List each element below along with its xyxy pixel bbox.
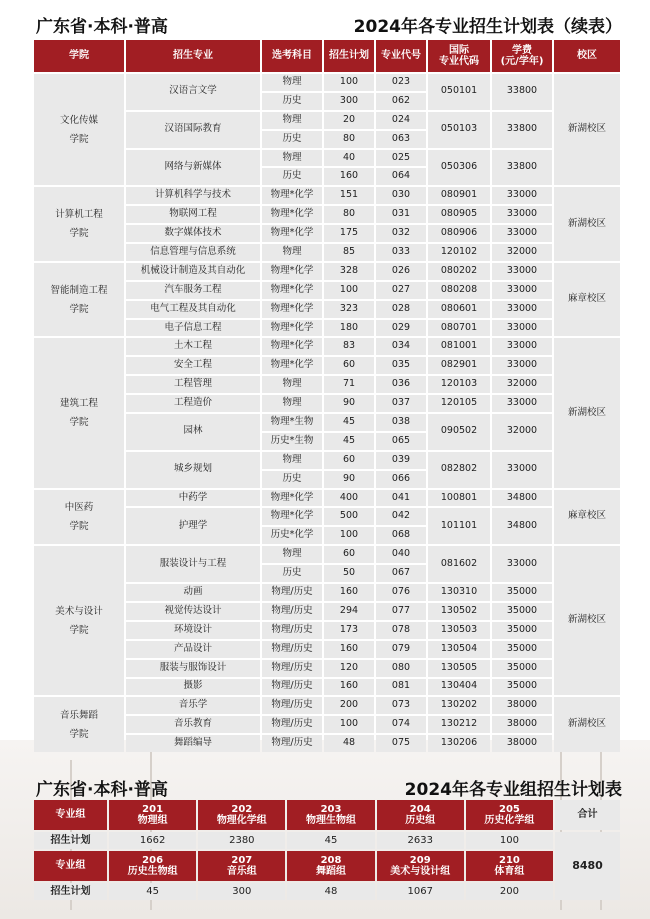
plan-label: 招生计划 bbox=[34, 832, 107, 849]
college-name: 智能制造工程 学院 bbox=[34, 263, 124, 337]
plan-cell: 60 bbox=[324, 357, 374, 374]
tuition-fee: 33000 bbox=[492, 187, 552, 204]
tuition-fee: 32000 bbox=[492, 244, 552, 261]
plan-204: 2633 bbox=[377, 832, 464, 849]
plan-209: 1067 bbox=[377, 883, 464, 900]
plan-cell: 151 bbox=[324, 187, 374, 204]
major-name: 网络与新媒体 bbox=[126, 150, 260, 186]
plan-cell: 160 bbox=[324, 168, 374, 185]
major-name: 舞蹈编导 bbox=[126, 735, 260, 752]
region-title-2: 广东省·本科·普高 bbox=[36, 780, 168, 800]
plan-cell: 294 bbox=[324, 603, 374, 620]
major-name: 工程造价 bbox=[126, 395, 260, 412]
college-name: 文化传媒 学院 bbox=[34, 74, 124, 185]
major-name: 动画 bbox=[126, 584, 260, 601]
major-code-cell: 041 bbox=[376, 490, 426, 507]
national-code: 080901 bbox=[428, 187, 490, 204]
plan-cell: 328 bbox=[324, 263, 374, 280]
major-code-cell: 025 bbox=[376, 150, 426, 167]
major-name: 信息管理与信息系统 bbox=[126, 244, 260, 261]
college-name: 音乐舞蹈 学院 bbox=[34, 697, 124, 752]
subject-cell: 物理 bbox=[262, 546, 322, 563]
table-title-2: 2024年各专业组招生计划表 bbox=[404, 780, 622, 800]
major-code-cell: 068 bbox=[376, 527, 426, 544]
section-header-1 bbox=[0, 10, 650, 36]
group-203: 203 物理生物组 bbox=[287, 800, 374, 830]
plan-cell: 50 bbox=[324, 565, 374, 582]
plan-cell: 85 bbox=[324, 244, 374, 261]
tuition-fee: 32000 bbox=[492, 376, 552, 393]
subject-cell: 物理/历史 bbox=[262, 697, 322, 714]
plan-cell: 71 bbox=[324, 376, 374, 393]
plan-cell: 160 bbox=[324, 641, 374, 658]
subject-cell: 历史*化学 bbox=[262, 527, 322, 544]
subject-cell: 物理 bbox=[262, 395, 322, 412]
tuition-fee: 33000 bbox=[492, 357, 552, 374]
major-name: 护理学 bbox=[126, 508, 260, 544]
major-name: 汉语言文学 bbox=[126, 74, 260, 110]
national-code: 082901 bbox=[428, 357, 490, 374]
tuition-fee: 33000 bbox=[492, 225, 552, 242]
subject-cell: 物理 bbox=[262, 74, 322, 91]
table-row bbox=[34, 338, 620, 355]
plan-203: 45 bbox=[287, 832, 374, 849]
tuition-fee: 35000 bbox=[492, 584, 552, 601]
subject-cell: 物理/历史 bbox=[262, 716, 322, 733]
tuition-fee: 33800 bbox=[492, 74, 552, 110]
plan-cell: 90 bbox=[324, 471, 374, 488]
plan-206: 45 bbox=[109, 883, 196, 900]
major-name: 电气工程及其自动化 bbox=[126, 301, 260, 318]
major-name: 园林 bbox=[126, 414, 260, 450]
national-code: 081602 bbox=[428, 546, 490, 582]
major-name: 服装设计与工程 bbox=[126, 546, 260, 582]
tuition-fee: 33000 bbox=[492, 301, 552, 318]
college-name: 建筑工程 学院 bbox=[34, 338, 124, 487]
plan-cell: 20 bbox=[324, 112, 374, 129]
plan-207: 300 bbox=[198, 883, 285, 900]
major-code-cell: 081 bbox=[376, 679, 426, 696]
national-code: 130502 bbox=[428, 603, 490, 620]
group-label: 专业组 bbox=[34, 800, 107, 830]
region-title: 广东省·本科·普高 bbox=[36, 17, 168, 37]
table-row bbox=[34, 490, 620, 507]
major-code-cell: 024 bbox=[376, 112, 426, 129]
major-code-cell: 042 bbox=[376, 508, 426, 525]
subject-cell: 物理 bbox=[262, 244, 322, 261]
table-row bbox=[34, 263, 620, 280]
plan-cell: 120 bbox=[324, 660, 374, 677]
column-header: 校区 bbox=[554, 40, 620, 72]
column-header: 国际 专业代码 bbox=[428, 40, 490, 72]
column-header: 学费 (元/学年) bbox=[492, 40, 552, 72]
group-202: 202 物理化学组 bbox=[198, 800, 285, 830]
major-name: 摄影 bbox=[126, 679, 260, 696]
section-header-2 bbox=[0, 773, 650, 799]
major-code-cell: 030 bbox=[376, 187, 426, 204]
tuition-fee: 38000 bbox=[492, 697, 552, 714]
major-code-cell: 027 bbox=[376, 282, 426, 299]
major-name: 计算机科学与技术 bbox=[126, 187, 260, 204]
group-label-2: 专业组 bbox=[34, 851, 107, 881]
tuition-fee: 38000 bbox=[492, 716, 552, 733]
tuition-fee: 35000 bbox=[492, 679, 552, 696]
major-code-cell: 076 bbox=[376, 584, 426, 601]
campus-name: 新湖校区 bbox=[554, 187, 620, 261]
major-name: 音乐教育 bbox=[126, 716, 260, 733]
tuition-fee: 32000 bbox=[492, 414, 552, 450]
group-210: 210 体育组 bbox=[466, 851, 553, 881]
campus-name: 新湖校区 bbox=[554, 74, 620, 185]
plan-202: 2380 bbox=[198, 832, 285, 849]
major-code-cell: 040 bbox=[376, 546, 426, 563]
subject-cell: 历史 bbox=[262, 93, 322, 110]
subject-cell: 物理*化学 bbox=[262, 490, 322, 507]
major-code-cell: 063 bbox=[376, 131, 426, 148]
subject-cell: 历史 bbox=[262, 131, 322, 148]
national-code: 080701 bbox=[428, 320, 490, 337]
subject-cell: 物理*化学 bbox=[262, 282, 322, 299]
major-name: 中药学 bbox=[126, 490, 260, 507]
subject-cell: 物理*化学 bbox=[262, 225, 322, 242]
national-code: 100801 bbox=[428, 490, 490, 507]
total-label: 合计 bbox=[555, 800, 620, 830]
campus-name: 新湖校区 bbox=[554, 338, 620, 487]
subject-cell: 物理/历史 bbox=[262, 584, 322, 601]
plan-201: 1662 bbox=[109, 832, 196, 849]
subject-cell: 物理 bbox=[262, 376, 322, 393]
plan-cell: 40 bbox=[324, 150, 374, 167]
plan-cell: 180 bbox=[324, 320, 374, 337]
subject-cell: 物理*化学 bbox=[262, 338, 322, 355]
national-code: 080208 bbox=[428, 282, 490, 299]
major-name: 数字媒体技术 bbox=[126, 225, 260, 242]
tuition-fee: 34800 bbox=[492, 508, 552, 544]
subject-cell: 物理*化学 bbox=[262, 508, 322, 525]
college-name: 美术与设计 学院 bbox=[34, 546, 124, 695]
plan-cell: 45 bbox=[324, 433, 374, 450]
group-209: 209 美术与设计组 bbox=[377, 851, 464, 881]
tuition-fee: 38000 bbox=[492, 735, 552, 752]
plan-cell: 160 bbox=[324, 679, 374, 696]
major-code-cell: 064 bbox=[376, 168, 426, 185]
plan-label-2: 招生计划 bbox=[34, 883, 107, 900]
major-code-cell: 039 bbox=[376, 452, 426, 469]
major-name: 环境设计 bbox=[126, 622, 260, 639]
major-code-cell: 073 bbox=[376, 697, 426, 714]
major-name: 物联网工程 bbox=[126, 206, 260, 223]
table-row bbox=[34, 697, 620, 714]
plan-cell: 100 bbox=[324, 282, 374, 299]
table-row bbox=[34, 546, 620, 563]
major-code-cell: 075 bbox=[376, 735, 426, 752]
major-code-cell: 023 bbox=[376, 74, 426, 91]
tuition-fee: 33800 bbox=[492, 112, 552, 148]
column-header: 学院 bbox=[34, 40, 124, 72]
tuition-fee: 35000 bbox=[492, 622, 552, 639]
major-name: 产品设计 bbox=[126, 641, 260, 658]
subject-cell: 历史 bbox=[262, 565, 322, 582]
national-code: 101101 bbox=[428, 508, 490, 544]
subject-cell: 物理/历史 bbox=[262, 622, 322, 639]
national-code: 130206 bbox=[428, 735, 490, 752]
table-title: 2024年各专业招生计划表（续表） bbox=[353, 17, 622, 37]
subject-cell: 物理*化学 bbox=[262, 206, 322, 223]
major-code-cell: 034 bbox=[376, 338, 426, 355]
plan-cell: 90 bbox=[324, 395, 374, 412]
major-code-cell: 032 bbox=[376, 225, 426, 242]
column-header: 招生专业 bbox=[126, 40, 260, 72]
tuition-fee: 33000 bbox=[492, 546, 552, 582]
tuition-fee: 33000 bbox=[492, 452, 552, 488]
major-code-cell: 037 bbox=[376, 395, 426, 412]
major-name: 安全工程 bbox=[126, 357, 260, 374]
major-plan-table bbox=[32, 38, 622, 754]
national-code: 130505 bbox=[428, 660, 490, 677]
major-code-cell: 065 bbox=[376, 433, 426, 450]
major-code-cell: 080 bbox=[376, 660, 426, 677]
major-code-cell: 029 bbox=[376, 320, 426, 337]
plan-cell: 83 bbox=[324, 338, 374, 355]
tuition-fee: 33000 bbox=[492, 338, 552, 355]
plan-cell: 100 bbox=[324, 716, 374, 733]
plan-cell: 173 bbox=[324, 622, 374, 639]
major-name: 视觉传达设计 bbox=[126, 603, 260, 620]
group-208: 208 舞蹈组 bbox=[287, 851, 374, 881]
national-code: 130212 bbox=[428, 716, 490, 733]
national-code: 080202 bbox=[428, 263, 490, 280]
college-name: 计算机工程 学院 bbox=[34, 187, 124, 261]
major-code-cell: 031 bbox=[376, 206, 426, 223]
tuition-fee: 35000 bbox=[492, 660, 552, 677]
column-header: 专业代号 bbox=[376, 40, 426, 72]
group-205: 205 历史化学组 bbox=[466, 800, 553, 830]
plan-cell: 45 bbox=[324, 414, 374, 431]
plan-cell: 100 bbox=[324, 527, 374, 544]
subject-cell: 物理/历史 bbox=[262, 641, 322, 658]
tuition-fee: 33000 bbox=[492, 206, 552, 223]
major-name: 汉语国际教育 bbox=[126, 112, 260, 148]
tuition-fee: 33000 bbox=[492, 263, 552, 280]
total-value: 8480 bbox=[555, 832, 620, 900]
major-code-cell: 036 bbox=[376, 376, 426, 393]
tuition-fee: 35000 bbox=[492, 641, 552, 658]
plan-cell: 500 bbox=[324, 508, 374, 525]
subject-cell: 物理 bbox=[262, 150, 322, 167]
national-code: 090502 bbox=[428, 414, 490, 450]
major-name: 电子信息工程 bbox=[126, 320, 260, 337]
national-code: 082802 bbox=[428, 452, 490, 488]
major-name: 工程管理 bbox=[126, 376, 260, 393]
national-code: 130504 bbox=[428, 641, 490, 658]
plan-cell: 60 bbox=[324, 546, 374, 563]
subject-cell: 物理/历史 bbox=[262, 679, 322, 696]
college-name: 中医药 学院 bbox=[34, 490, 124, 545]
group-207: 207 音乐组 bbox=[198, 851, 285, 881]
plan-205: 100 bbox=[466, 832, 553, 849]
table-row bbox=[34, 187, 620, 204]
major-code-cell: 074 bbox=[376, 716, 426, 733]
plan-cell: 160 bbox=[324, 584, 374, 601]
national-code: 130202 bbox=[428, 697, 490, 714]
plan-cell: 60 bbox=[324, 452, 374, 469]
column-header: 选考科目 bbox=[262, 40, 322, 72]
major-name: 土木工程 bbox=[126, 338, 260, 355]
national-code: 130503 bbox=[428, 622, 490, 639]
subject-cell: 历史 bbox=[262, 471, 322, 488]
subject-cell: 物理/历史 bbox=[262, 660, 322, 677]
major-name: 机械设计制造及其自动化 bbox=[126, 263, 260, 280]
table-row bbox=[34, 74, 620, 91]
subject-cell: 物理/历史 bbox=[262, 735, 322, 752]
national-code: 050101 bbox=[428, 74, 490, 110]
group-plan-table bbox=[32, 798, 622, 902]
plan-cell: 300 bbox=[324, 93, 374, 110]
national-code: 130404 bbox=[428, 679, 490, 696]
national-code: 120103 bbox=[428, 376, 490, 393]
subject-cell: 物理*化学 bbox=[262, 263, 322, 280]
major-code-cell: 077 bbox=[376, 603, 426, 620]
subject-cell: 物理*化学 bbox=[262, 187, 322, 204]
tuition-fee: 34800 bbox=[492, 490, 552, 507]
tuition-fee: 33000 bbox=[492, 320, 552, 337]
major-name: 音乐学 bbox=[126, 697, 260, 714]
major-name: 汽车服务工程 bbox=[126, 282, 260, 299]
group-201: 201 物理组 bbox=[109, 800, 196, 830]
subject-cell: 物理*化学 bbox=[262, 301, 322, 318]
subject-cell: 物理*生物 bbox=[262, 414, 322, 431]
national-code: 080601 bbox=[428, 301, 490, 318]
major-code-cell: 028 bbox=[376, 301, 426, 318]
tuition-fee: 35000 bbox=[492, 603, 552, 620]
campus-name: 麻章校区 bbox=[554, 263, 620, 337]
plan-cell: 80 bbox=[324, 206, 374, 223]
tuition-fee: 33000 bbox=[492, 282, 552, 299]
major-code-cell: 026 bbox=[376, 263, 426, 280]
major-code-cell: 066 bbox=[376, 471, 426, 488]
national-code: 120102 bbox=[428, 244, 490, 261]
plan-208: 48 bbox=[287, 883, 374, 900]
national-code: 120105 bbox=[428, 395, 490, 412]
plan-cell: 80 bbox=[324, 131, 374, 148]
major-code-cell: 038 bbox=[376, 414, 426, 431]
major-name: 服装与服饰设计 bbox=[126, 660, 260, 677]
national-code: 080906 bbox=[428, 225, 490, 242]
plan-210: 200 bbox=[466, 883, 553, 900]
national-code: 050103 bbox=[428, 112, 490, 148]
national-code: 050306 bbox=[428, 150, 490, 186]
plan-cell: 323 bbox=[324, 301, 374, 318]
plan-cell: 48 bbox=[324, 735, 374, 752]
subject-cell: 物理/历史 bbox=[262, 603, 322, 620]
plan-cell: 400 bbox=[324, 490, 374, 507]
campus-name: 新湖校区 bbox=[554, 697, 620, 752]
national-code: 080905 bbox=[428, 206, 490, 223]
campus-name: 麻章校区 bbox=[554, 490, 620, 545]
subject-cell: 历史*生物 bbox=[262, 433, 322, 450]
major-code-cell: 067 bbox=[376, 565, 426, 582]
major-code-cell: 079 bbox=[376, 641, 426, 658]
subject-cell: 物理 bbox=[262, 112, 322, 129]
major-code-cell: 062 bbox=[376, 93, 426, 110]
subject-cell: 物理 bbox=[262, 452, 322, 469]
tuition-fee: 33000 bbox=[492, 395, 552, 412]
national-code: 081001 bbox=[428, 338, 490, 355]
group-204: 204 历史组 bbox=[377, 800, 464, 830]
group-206: 206 历史生物组 bbox=[109, 851, 196, 881]
major-code-cell: 078 bbox=[376, 622, 426, 639]
tuition-fee: 33800 bbox=[492, 150, 552, 186]
national-code: 130310 bbox=[428, 584, 490, 601]
major-code-cell: 033 bbox=[376, 244, 426, 261]
subject-cell: 历史 bbox=[262, 168, 322, 185]
subject-cell: 物理*化学 bbox=[262, 320, 322, 337]
subject-cell: 物理*化学 bbox=[262, 357, 322, 374]
major-name: 城乡规划 bbox=[126, 452, 260, 488]
plan-cell: 200 bbox=[324, 697, 374, 714]
campus-name: 新湖校区 bbox=[554, 546, 620, 695]
plan-cell: 100 bbox=[324, 74, 374, 91]
plan-cell: 175 bbox=[324, 225, 374, 242]
column-header: 招生计划 bbox=[324, 40, 374, 72]
major-code-cell: 035 bbox=[376, 357, 426, 374]
